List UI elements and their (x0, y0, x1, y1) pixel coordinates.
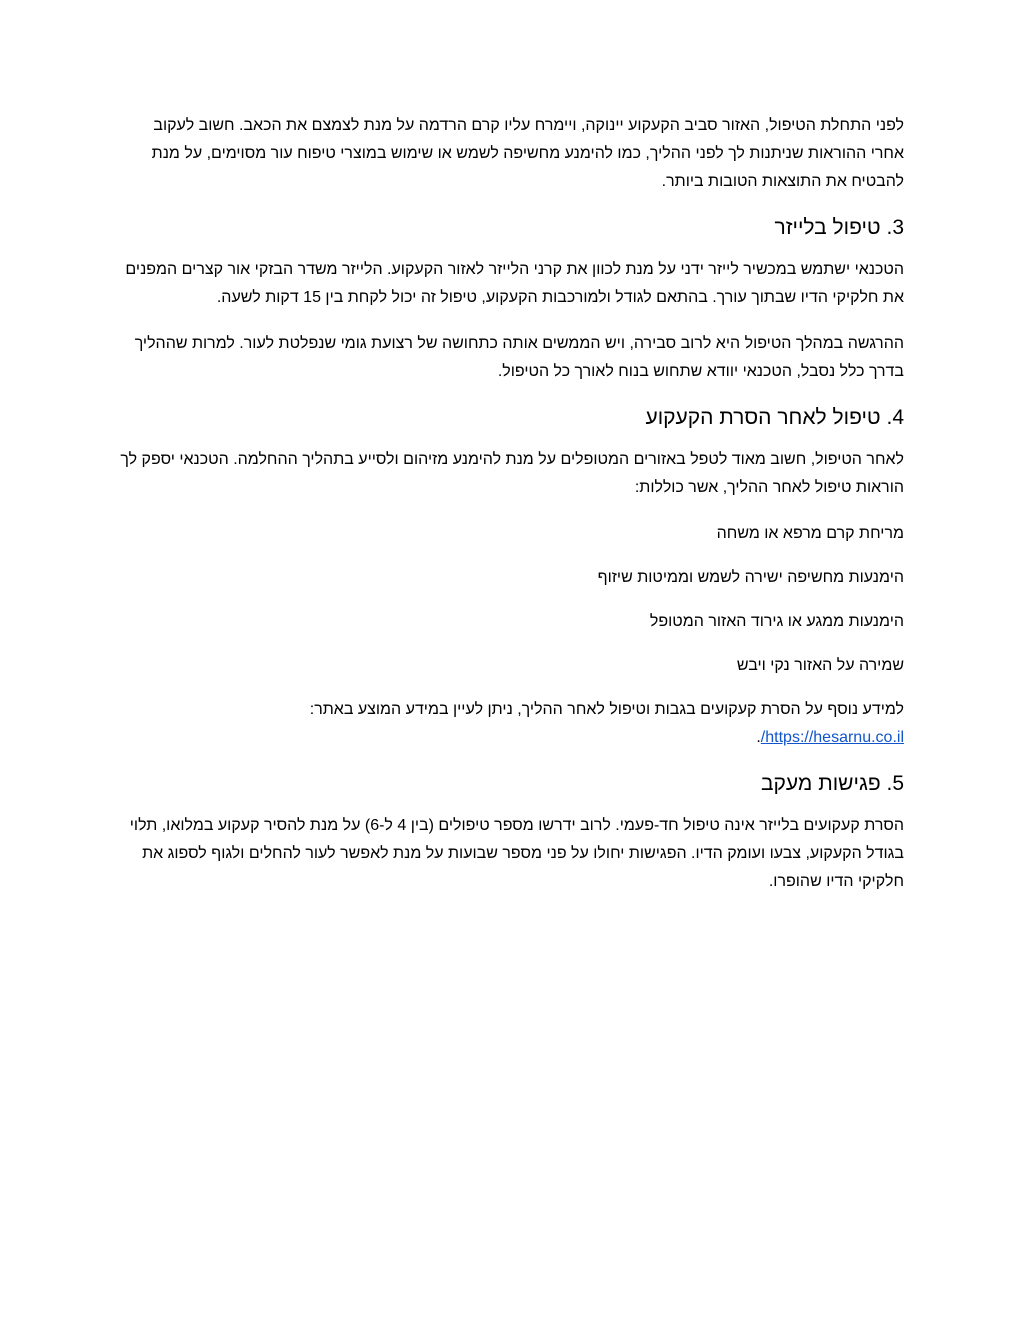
aftercare-list (120, 520, 904, 680)
link-suffix: . (756, 729, 761, 746)
list-item: הימנעות ממגע או גירוד האזור המטופל (649, 613, 904, 630)
section-3-heading: 3. טיפול בלייזר (774, 216, 904, 239)
intro-paragraph: לפני התחלת הטיפול, האזור סביב הקעקוע יינוקה, ויימרח עליו קרם הרדמה על מנת לצמצם את הכאב. חשוב לעקוב אחרי ההוראות שניתנות לך לפני ההליך, כמו להימנע מחשיפה לשמש או שימוש במוצרי טיפוח עור מסוימים, על מנת להבטיח את התוצאות הטובות ביותר. (151, 117, 904, 190)
document-page (120, 112, 904, 896)
list-item: שמירה על האזור נקי ויבש (736, 657, 904, 674)
section-5-heading: 5. פגישות מעקב (760, 772, 904, 795)
info-paragraph (120, 696, 904, 752)
list-item: מריחת קרם מרפא או משחה (716, 525, 904, 542)
section-5-paragraph: הסרת קעקועים בלייזר אינה טיפול חד-פעמי. לרוב ידרשו מספר טיפולים (בין 4 ל-6) על מנת להסיר קעקוע במלואו, תלוי בגודל הקעקוע, צבעו ועומק הדיו. הפגישות יחולו על פני מספר שבועות על מנת לאפשר לעור להחלים ולגוף לספוג את חלקיקי הדיו שהופרו. (129, 817, 904, 890)
section-4-heading: 4. טיפול לאחר הסרת הקעקוע (645, 406, 904, 429)
section-3-paragraph-2: ההרגשה במהלך הטיפול היא לרוב סבירה, ויש הממשים אותה כתחושה של רצועת גומי שנפלטת לעור. למרות שההליך בדרך כלל נסבל, הטכנאי יוודא שתחוש בנוח לאורך כל הטיפול. (134, 335, 904, 380)
hesarnu-link[interactable]: https://hesarnu.co.il/ (760, 729, 904, 746)
section-4-paragraph: לאחר הטיפול, חשוב מאוד לטפל באזורים המטופלים על מנת להימנע מזיהום ולסייע בתהליך ההחלמה. הטכנאי יספק לך הוראות טיפול לאחר ההליך, אשר כוללות: (120, 451, 904, 496)
section-3-paragraph-1: הטכנאי ישתמש במכשיר לייזר ידני על מנת לכוון את קרני הלייזר לאזור הקעקוע. הלייזר משדר הבזקי אור קצרים המפנים את חלקיקי הדיו שבתוך עורך. בהתאם לגודל ולמורכבות הקעקוע, טיפול זה יכול לקחת בין 15 דקות לשעה. (125, 261, 904, 306)
list-item: הימנעות מחשיפה ישירה לשמש וממיטות שיזוף (597, 569, 904, 586)
info-text: למידע נוסף על הסרת קעקועים בגבות וטיפול לאחר ההליך, ניתן לעיין במידע המוצע באתר: (309, 701, 904, 718)
